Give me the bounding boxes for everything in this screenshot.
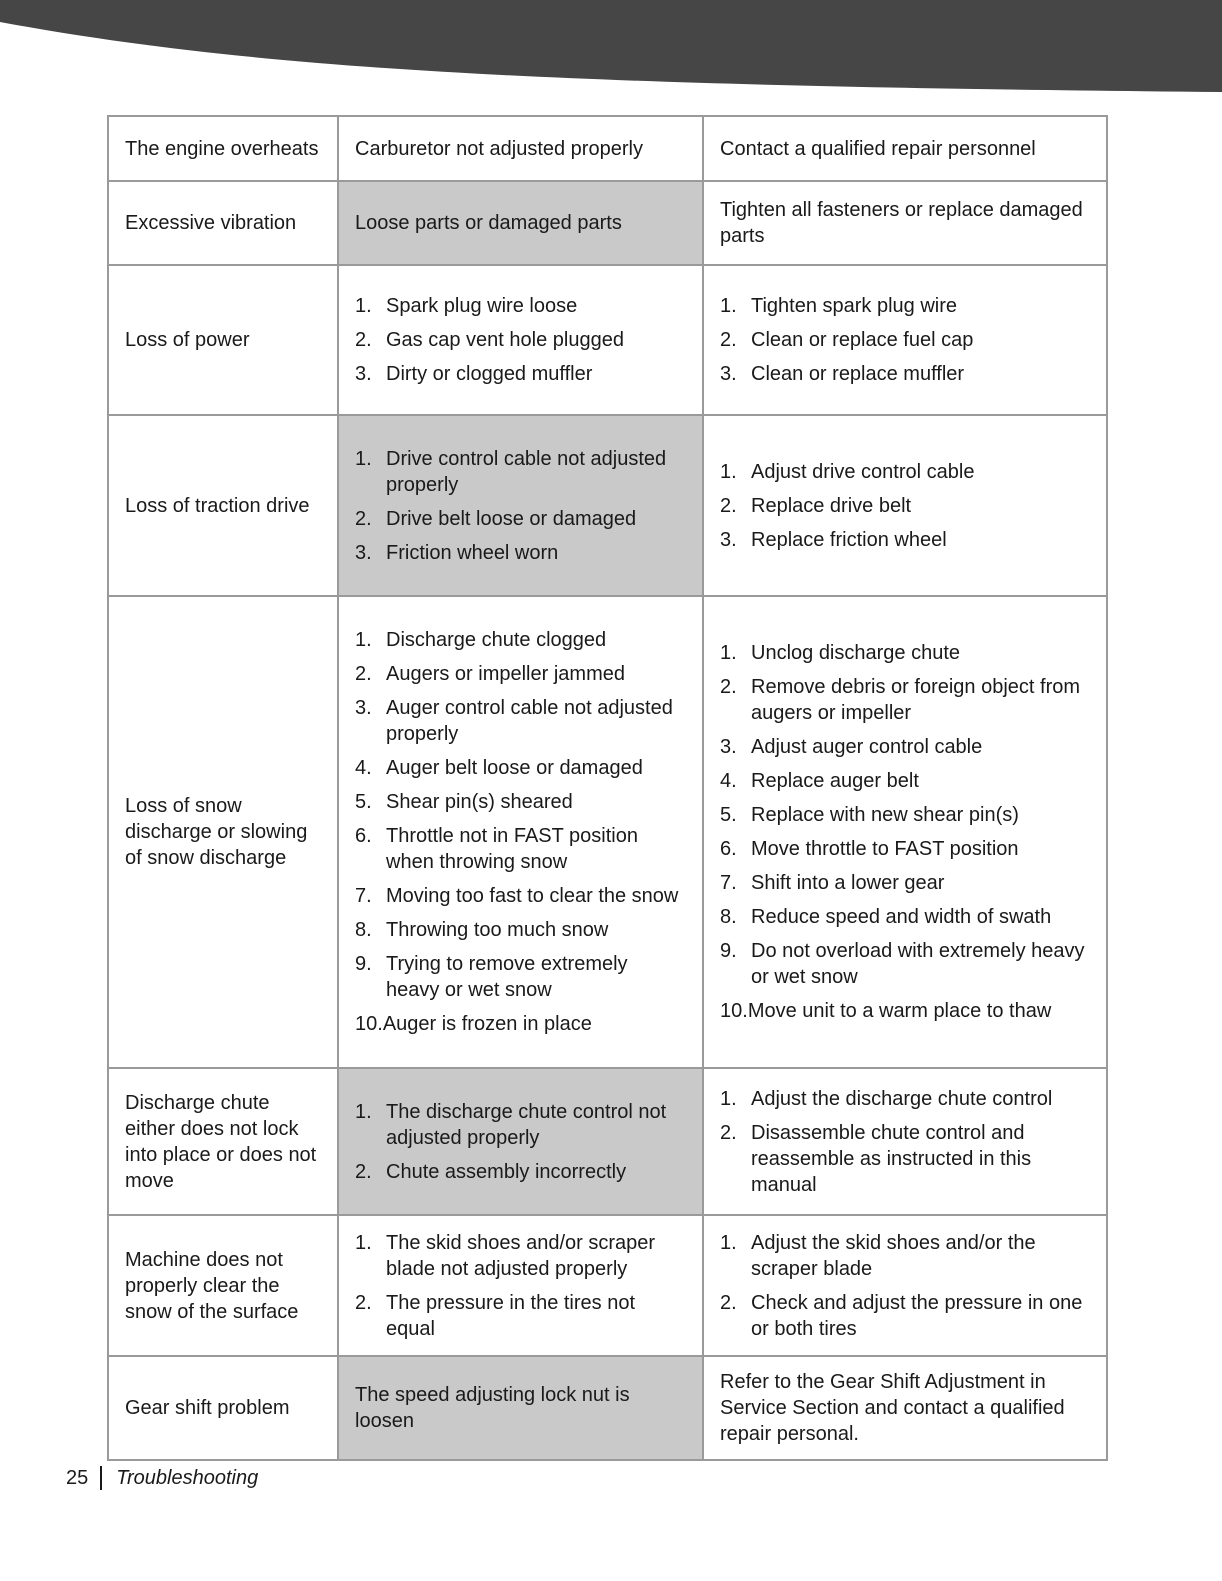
list-item: Adjust auger control cable (751, 736, 983, 758)
list-item: Auger is frozen in place (382, 1013, 592, 1035)
troubleshooting-table (107, 115, 1108, 1461)
list-item: Adjust the skid shoes and/or the scraper blade (751, 1231, 1036, 1280)
cause-cell (338, 596, 703, 1068)
cause-cell: The speed adjusting lock nut is loosen (338, 1356, 703, 1460)
list-item: Augers or impeller jammed (386, 663, 625, 685)
header-band-shape (0, 0, 1222, 92)
list-item: Drive belt loose or damaged (386, 507, 637, 530)
cause-list (355, 446, 686, 566)
cause-list (355, 1099, 686, 1185)
problem-cell: Loss of snow discharge or slowing of snow discharge (108, 596, 338, 1068)
remedy-list (720, 640, 1090, 1024)
list-item: Shift into a lower gear (751, 872, 945, 894)
cause-list (355, 627, 686, 1037)
remedy-cell (703, 265, 1107, 415)
remedy-cell (703, 1215, 1107, 1356)
remedy-list (720, 459, 1090, 553)
cause-cell: Carburetor not adjusted properly (338, 116, 703, 181)
list-item: Remove debris or foreign object from augers or impeller (751, 676, 1081, 724)
cause-cell (338, 265, 703, 415)
remedy-cell: Tighten all fasteners or replace damaged parts (703, 181, 1107, 265)
list-item: Replace auger belt (751, 770, 919, 792)
page-number: 25 (66, 1467, 89, 1489)
problem-cell: Loss of traction drive (108, 415, 338, 596)
list-item: Unclog discharge chute (751, 642, 961, 664)
list-item: Do not overload with extremely heavy or wet snow (751, 940, 1085, 988)
table-row (108, 116, 1107, 181)
list-item: Reduce speed and width of swath (751, 906, 1052, 928)
list-item: Shear pin(s) sheared (386, 791, 573, 813)
table-row (108, 181, 1107, 265)
remedy-cell: Contact a qualified repair personnel (703, 116, 1107, 181)
list-item: Disassemble chute control and reassemble as instructed in this manual (751, 1121, 1032, 1196)
remedy-cell (703, 1068, 1107, 1215)
problem-cell: Discharge chute either does not lock into place or does not move (108, 1068, 338, 1215)
cause-list (355, 1230, 686, 1342)
table-row (108, 1068, 1107, 1215)
remedy-cell: Refer to the Gear Shift Adjustment in Service Section and contact a qualified repair personal. (703, 1356, 1107, 1460)
list-item: Dirty or clogged muffler (386, 363, 593, 385)
remedy-cell (703, 596, 1107, 1068)
problem-cell: Gear shift problem (108, 1356, 338, 1460)
cause-list (355, 293, 686, 387)
list-item: Replace with new shear pin(s) (751, 804, 1019, 826)
list-item: The pressure in the tires not equal (386, 1291, 636, 1340)
list-item: Tighten spark plug wire (751, 295, 958, 317)
list-item: Auger control cable not adjusted properly (386, 697, 673, 745)
list-item: Auger belt loose or damaged (386, 757, 643, 779)
list-item: Moving too fast to clear the snow (386, 885, 679, 907)
list-item: Drive control cable not adjusted properly (386, 447, 667, 496)
list-item: Clean or replace muffler (751, 363, 965, 385)
cause-cell (338, 415, 703, 596)
cause-cell (338, 1068, 703, 1215)
list-item: Adjust drive control cable (751, 460, 975, 483)
footer-divider (100, 1466, 102, 1490)
list-item: Trying to remove extremely heavy or wet snow (386, 953, 628, 1001)
problem-cell: Machine does not properly clear the snow of the surface (108, 1215, 338, 1356)
problem-cell: Loss of power (108, 265, 338, 415)
table-row (108, 1215, 1107, 1356)
list-item: Chute assembly incorrectly (386, 1160, 627, 1183)
header-band (0, 0, 1222, 100)
list-item: Friction wheel worn (386, 541, 559, 564)
list-item: Adjust the discharge chute control (751, 1087, 1053, 1110)
list-item: Gas cap vent hole plugged (386, 329, 624, 351)
list-item: The skid shoes and/or scraper blade not adjusted properly (386, 1231, 656, 1280)
cause-cell: Loose parts or damaged parts (338, 181, 703, 265)
list-item: Move unit to a warm place to thaw (747, 1000, 1052, 1022)
remedy-cell (703, 415, 1107, 596)
remedy-list (720, 293, 1090, 387)
list-item: Spark plug wire loose (386, 295, 578, 317)
list-item: Replace drive belt (751, 494, 912, 517)
list-item: Discharge chute clogged (386, 629, 607, 651)
list-item: Clean or replace fuel cap (751, 329, 974, 351)
list-item: Check and adjust the pressure in one or both tires (751, 1291, 1083, 1340)
list-item: The discharge chute control not adjusted properly (386, 1100, 667, 1149)
page-footer (66, 1466, 258, 1490)
table-row (108, 265, 1107, 415)
remedy-list (720, 1086, 1090, 1198)
table-row (108, 415, 1107, 596)
cause-cell (338, 1215, 703, 1356)
table-row (108, 1356, 1107, 1460)
list-item: Throwing too much snow (386, 919, 609, 941)
list-item: Move throttle to FAST position (751, 838, 1019, 860)
list-item: Throttle not in FAST position when throwing snow (386, 825, 638, 873)
remedy-list (720, 1230, 1090, 1342)
problem-cell: Excessive vibration (108, 181, 338, 265)
table-row (108, 596, 1107, 1068)
list-item: Replace friction wheel (751, 528, 947, 551)
problem-cell: The engine overheats (108, 116, 338, 181)
section-title: Troubleshooting (116, 1467, 259, 1489)
